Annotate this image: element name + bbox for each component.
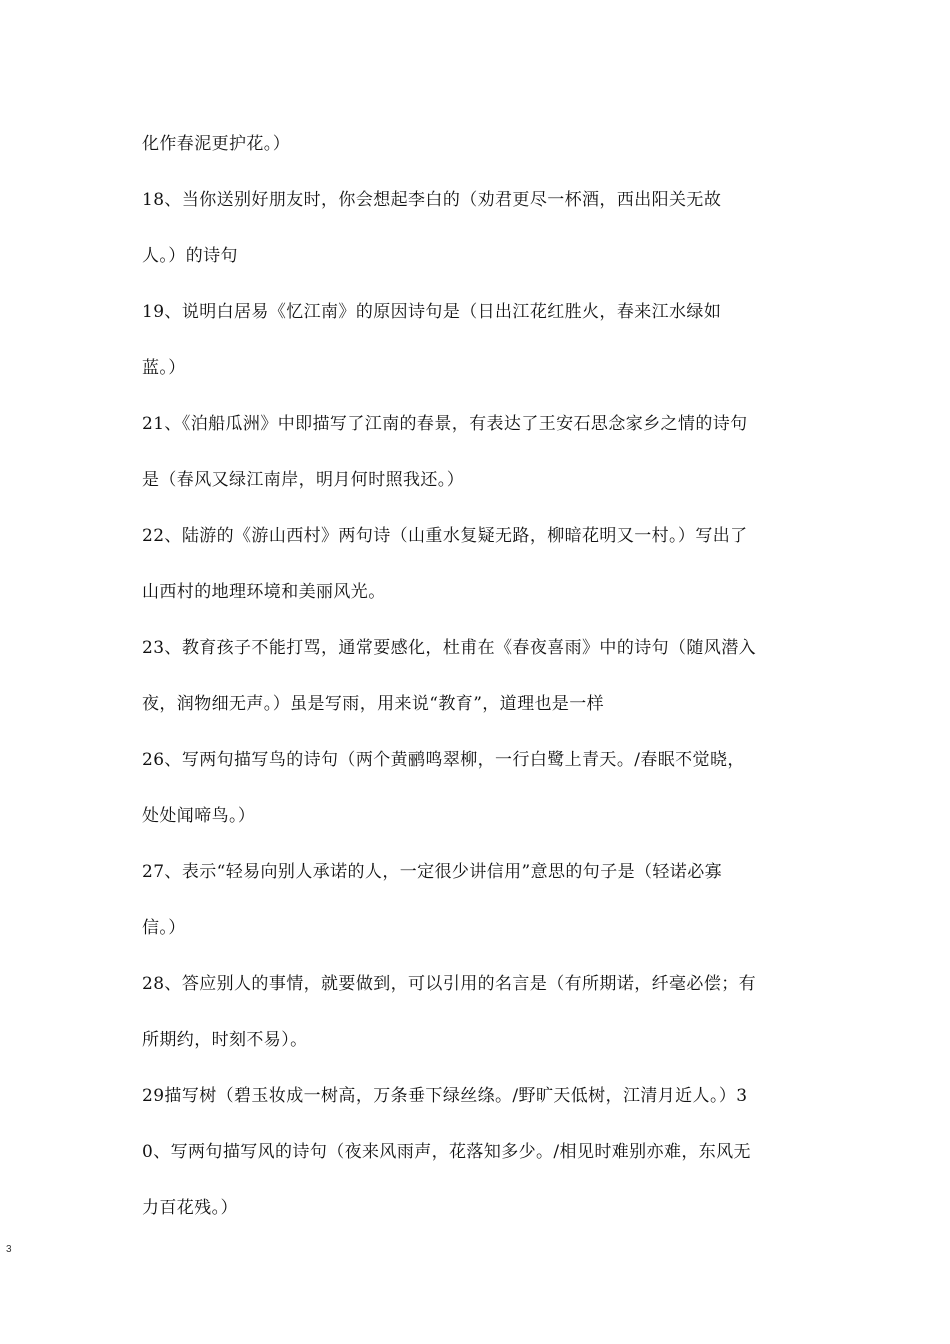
- text-line: 22、陆游的《游山西村》两句诗（山重水复疑无路，柳暗花明又一村。）写出了: [142, 526, 748, 546]
- text-line: 23、教育孩子不能打骂，通常要感化，杜甫在《春夜喜雨》中的诗句（随风潜入: [142, 638, 757, 658]
- text-line: 处处闻啼鸟。）: [142, 806, 256, 826]
- page-number: 3: [6, 1244, 12, 1255]
- text-line: 蓝。）: [142, 358, 186, 378]
- text-line: 信。）: [142, 918, 186, 938]
- text-line: 27、表示“轻易向别人承诺的人，一定很少讲信用”意思的句子是（轻诺必寡: [142, 862, 723, 882]
- text-line: 28、答应别人的事情，就要做到，可以引用的名言是（有所期诺，纤毫必偿；有: [142, 974, 757, 994]
- text-line: 0、写两句描写风的诗句（夜来风雨声，花落知多少。/相见时难别亦难，东风无: [142, 1142, 751, 1162]
- text-line: 人。）的诗句: [142, 246, 238, 266]
- text-line: 力百花残。）: [142, 1198, 238, 1218]
- text-line: 所期约，时刻不易）。: [142, 1030, 308, 1050]
- text-line: 26、写两句描写鸟的诗句（两个黄鹂鸣翠柳，一行白鹭上青天。/春眠不觉晓，: [142, 750, 745, 770]
- text-line: 29描写树（碧玉妆成一树高，万条垂下绿丝绦。/野旷天低树，江清月近人。）3: [142, 1086, 748, 1106]
- text-line: 是（春风又绿江南岸，明月何时照我还。）: [142, 470, 465, 490]
- text-line: 19、说明白居易《忆江南》的原因诗句是（日出江花红胜火，春来江水绿如: [142, 302, 722, 322]
- text-line: 21、《泊船瓜洲》中即描写了江南的春景，有表达了王安石思念家乡之情的诗句: [142, 414, 748, 434]
- text-line: 18、当你送别好朋友时，你会想起李白的（劝君更尽一杯酒，西出阳关无故: [142, 190, 722, 210]
- text-line: 夜，润物细无声。）虽是写雨，用来说“教育”，道理也是一样: [142, 694, 605, 714]
- text-line: 化作春泥更护花。）: [142, 134, 291, 154]
- text-line: 山西村的地理环境和美丽风光。: [142, 582, 386, 602]
